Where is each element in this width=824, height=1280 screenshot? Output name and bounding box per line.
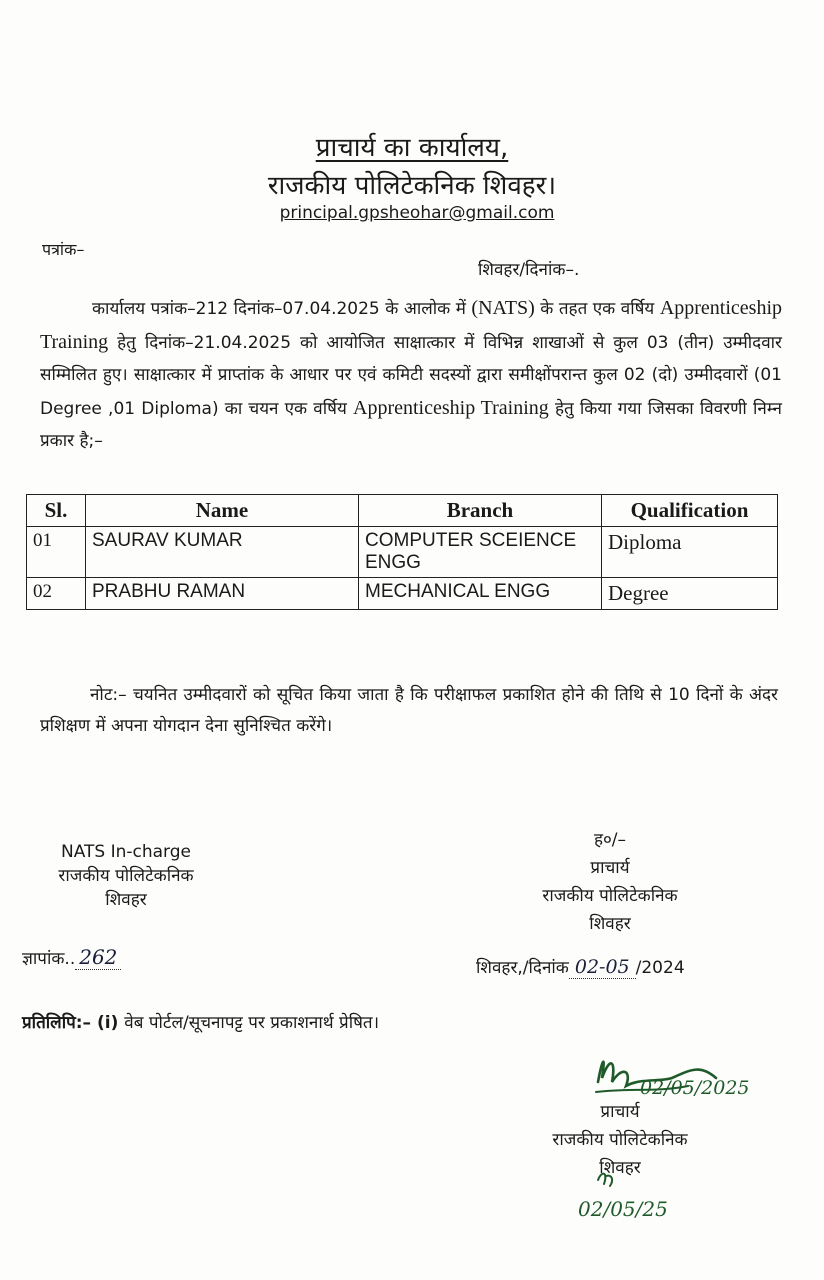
signature-date: 02/05/2025 [640,1077,750,1099]
cell-name: PRABHU RAMAN [86,578,359,610]
signatory-right-signed: ह०/– [593,830,627,850]
email-address[interactable]: principal.gpsheohar@gmail.com [279,203,555,223]
initial-date: 02/05/25 [578,1197,668,1221]
col-name: Name [86,495,359,527]
note-text: नोट:– चयनित उम्मीदवारों को सूचित किया जाता है कि परीक्षाफल प्रकाशित होने की तिथि से 10 दिनों के अंदर प्रशिक्षण में अपना योगदान देना सुनिश्चित करेंगे। [40,685,778,736]
signatory-right-institution: राजकीय पोलिटेकनिक [542,886,678,906]
cell-branch: COMPUTER SCEIENCE ENGG [359,527,602,578]
signatory-bottom-institution: राजकीय पोलिटेकनिक [552,1130,688,1150]
body-apprenticeship-2: Apprenticeship Training [353,396,549,419]
cell-qualification: Degree [602,578,778,610]
body-apprenticeship-1: Apprenticeship Training [40,297,783,353]
memo-handwritten-number: 262 [75,945,121,970]
cell-qualification: Diploma [602,527,778,578]
signatory-left-institution: राजकीय पोलिटेकनिक [58,866,194,886]
col-sl: Sl. [27,495,86,527]
issue-date-handwritten: 02-05 [569,956,636,979]
body-text-2: के तहत एक वर्षिय [540,299,655,319]
body-text-3: हेतु दिनांक–21.04.2025 को आयोजित साक्षात्कार में विभिन्न शाखाओं से कुल 03 (तीन) उम्मीदवार सम्मिलित हुए। साक्षात्कार में प्राप्तांक के आधार पर एवं कमिटी सदस्यों द्वारा समीक्षोंपरान्त कुल 02 (दो) उम्मीदवारों (01 Degree ,01 Diploma) का चयन एक वर्षिय [40,332,783,419]
memo-label: ज्ञापांक.. [22,949,76,969]
cell-sl: 02 [27,578,86,610]
cell-branch: MECHANICAL ENGG [359,578,602,610]
office-heading: प्राचार्य का कार्यालय, [315,133,509,163]
signatory-left-place: शिवहर [105,890,147,910]
col-branch: Branch [359,495,602,527]
body-text-4: हेतु किया गया जिसका विवरणी निम्न प्रकार है;– [40,398,782,451]
signatory-right-title: प्राचार्य [590,858,630,878]
body-nats: (NATS) [471,297,535,319]
signatory-bottom-place: शिवहर [599,1158,641,1178]
signatory-bottom-title: प्राचार्य [600,1102,640,1122]
institution-heading: राजकीय पोलिटेकनिक शिवहर। [267,171,557,201]
signatory-right-place: शिवहर [589,914,631,934]
letter-reference-label: पत्रांक– [42,240,85,259]
place-date-label: शिवहर/दिनांक–. [478,260,580,280]
issue-date-year: /2024 [635,958,685,978]
copy-to-text: वेब पोर्टल/सूचनापट्ट पर प्रकाशनार्थ प्रेषित। [124,1013,380,1033]
signatory-left-title: NATS In-charge [60,842,191,862]
copy-to-label: प्रतिलिपि:– (i) [22,1013,119,1033]
cell-sl: 01 [27,527,86,578]
cell-name: SAURAV KUMAR [86,527,359,578]
col-qualification: Qualification [602,495,778,527]
issue-date-label: शिवहर,/दिनांक [476,958,569,978]
body-text-1: कार्यालय पत्रांक–212 दिनांक–07.04.2025 के आलोक में [92,299,466,319]
